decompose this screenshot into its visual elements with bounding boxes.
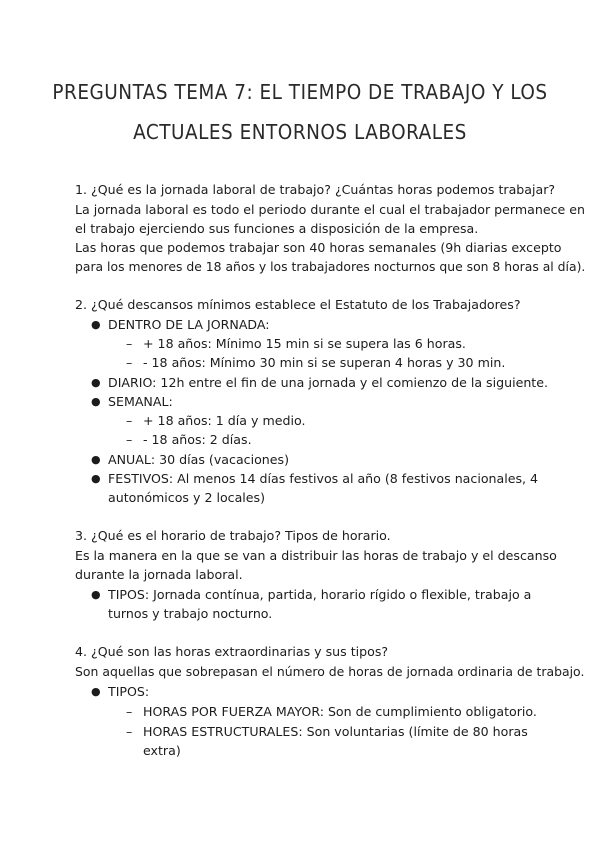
q2-anual-item: ANUAL: 30 días (vacaciones) <box>108 452 289 467</box>
q4-tipos-item: TIPOS: <box>108 684 150 699</box>
q2-semanal-sub-item: + 18 años: 1 día y medio. <box>143 413 306 428</box>
dash-icon: – <box>126 413 133 428</box>
bullet-icon: ● <box>91 685 101 698</box>
q2-festivos-item-cont: autonómicos y 2 locales) <box>108 490 266 505</box>
question-1: 1. ¿Qué es la jornada laboral de trabajo? ¿Cuántas horas podemos trabajar? <box>75 182 556 197</box>
dash-icon: – <box>126 432 133 447</box>
q4-tipos-sub-item: HORAS POR FUERZA MAYOR: Son de cumplimiento obligatorio. <box>143 704 537 719</box>
bullet-icon: ● <box>91 588 101 601</box>
q3-tipos-item-cont: turnos y trabajo nocturno. <box>108 606 273 621</box>
q1-answer-line: La jornada laboral es todo el periodo durante el cual el trabajador permanece en <box>75 202 585 217</box>
q2-dentro-sub-item: - 18 años: Mínimo 30 min si se superan 4 horas y 30 min. <box>143 355 506 370</box>
bullet-icon: ● <box>91 395 101 408</box>
bullet-icon: ● <box>91 318 101 331</box>
q1-answer-line: el trabajo ejerciendo sus funciones a disposición de la empresa. <box>75 221 479 236</box>
q1-answer-line: para los menores de 18 años y los trabajadores nocturnos que son 8 horas al día). <box>75 259 586 274</box>
q3-tipos-item: TIPOS: Jornada contínua, partida, horario rígido o flexible, trabajo a <box>108 587 532 602</box>
bullet-icon: ● <box>91 376 101 389</box>
question-4: 4. ¿Qué son las horas extraordinarias y sus tipos? <box>75 644 389 659</box>
dash-icon: – <box>126 336 133 351</box>
question-2: 2. ¿Qué descansos mínimos establece el Estatuto de los Trabajadores? <box>75 297 521 312</box>
q2-diario-item: DIARIO: 12h entre el fin de una jornada y el comienzo de la siguiente. <box>108 375 548 390</box>
q2-festivos-item: FESTIVOS: Al menos 14 días festivos al año (8 festivos nacionales, 4 <box>108 471 539 486</box>
q2-dentro-item: DENTRO DE LA JORNADA: <box>108 317 270 332</box>
q1-answer-line: Las horas que podemos trabajar son 40 horas semanales (9h diarias excepto <box>75 240 562 255</box>
document-title-line-2: ACTUALES ENTORNOS LABORALES <box>133 120 467 144</box>
q4-tipos-sub-item-cont: extra) <box>143 743 181 758</box>
q4-answer-line: Son aquellas que sobrepasan el número de horas de jornada ordinaria de trabajo. <box>75 664 585 679</box>
q2-semanal-sub-item: - 18 años: 2 días. <box>143 432 252 447</box>
dash-icon: – <box>126 704 133 719</box>
q4-tipos-sub-item: HORAS ESTRUCTURALES: Son voluntarias (límite de 80 horas <box>143 724 528 739</box>
bullet-icon: ● <box>91 472 101 485</box>
bullet-icon: ● <box>91 453 101 466</box>
q2-semanal-item: SEMANAL: <box>108 394 173 409</box>
q2-dentro-sub-item: + 18 años: Mínimo 15 min si se supera las 6 horas. <box>143 336 466 351</box>
q3-answer-line: Es la manera en la que se van a distribuir las horas de trabajo y el descanso <box>75 548 557 563</box>
dash-icon: – <box>126 724 133 739</box>
document-title-line-1: PREGUNTAS TEMA 7: EL TIEMPO DE TRABAJO Y LOS <box>52 80 548 104</box>
dash-icon: – <box>126 355 133 370</box>
q3-answer-line: durante la jornada laboral. <box>75 567 243 582</box>
question-3: 3. ¿Qué es el horario de trabajo? Tipos de horario. <box>75 528 391 543</box>
